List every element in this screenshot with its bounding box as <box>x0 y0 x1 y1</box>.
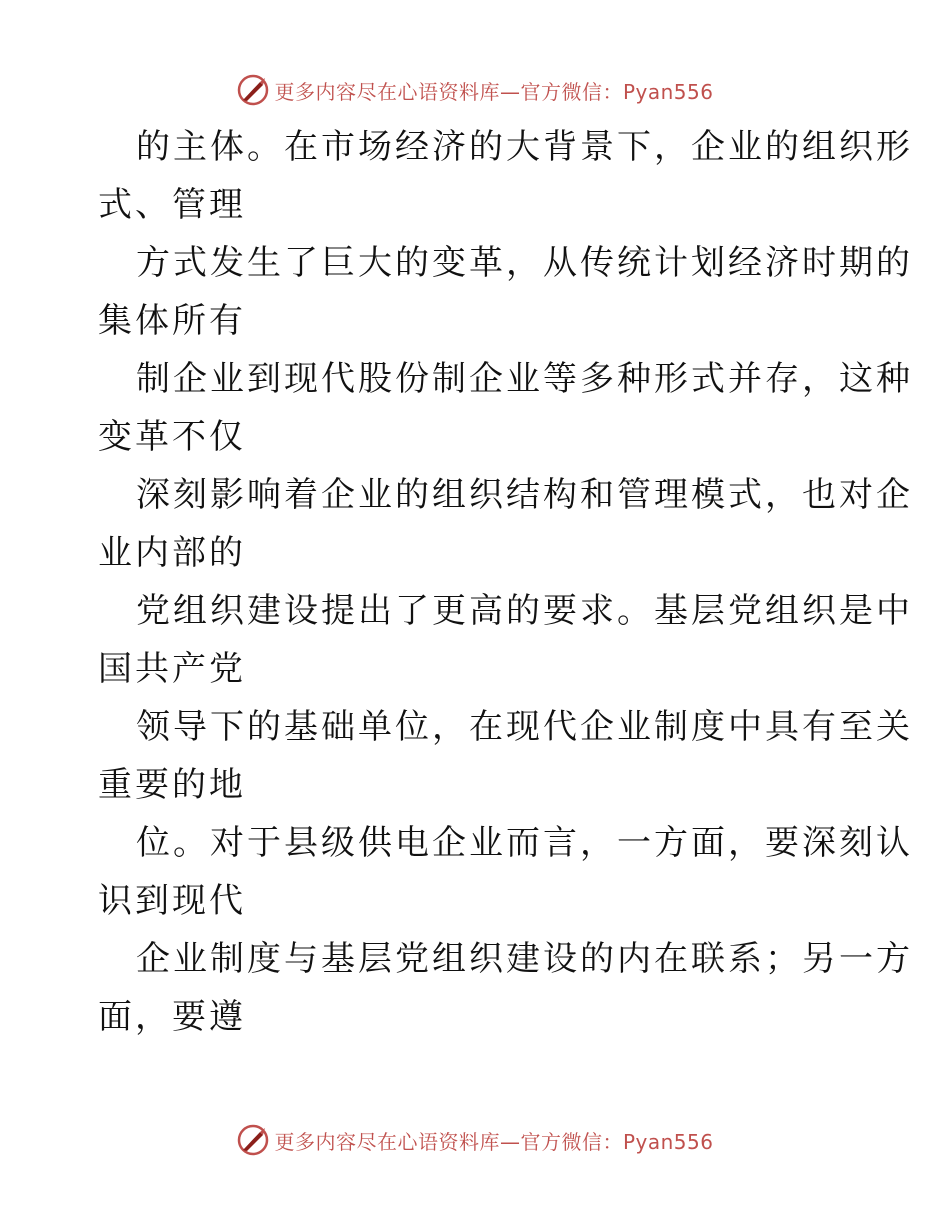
paragraph-line: 集体所有 <box>98 301 246 341</box>
header-banner-text: 更多内容尽在心语资料库—官方微信：Pyan556 <box>274 79 714 104</box>
paragraph-line: 方式发生了巨大的变革，从传统计划经济时期的 <box>136 243 913 283</box>
quill-logo-icon <box>236 73 270 107</box>
paragraph-line: 的主体。在市场经济的大背景下，企业的组织形 <box>136 127 913 167</box>
paragraph <box>98 930 913 1046</box>
paragraph-line: 制企业到现代股份制企业等多种形式并存，这种 <box>136 359 913 399</box>
quill-logo-icon <box>236 1123 270 1157</box>
paragraph-line: 深刻影响着企业的组织结构和管理模式，也对企 <box>136 475 913 515</box>
paragraph-line: 领导下的基础单位，在现代企业制度中具有至关 <box>136 707 913 747</box>
paragraph <box>98 698 913 814</box>
footer-banner-text: 更多内容尽在心语资料库—官方微信：Pyan556 <box>274 1129 714 1154</box>
paragraph <box>98 118 913 234</box>
paragraph-line: 重要的地 <box>98 765 246 805</box>
paragraph-line: 位。对于县级供电企业而言，一方面，要深刻认 <box>136 823 913 863</box>
paragraph-line: 识到现代 <box>98 881 246 921</box>
paragraph-line: 业内部的 <box>98 533 246 573</box>
paragraph-line: 企业制度与基层党组织建设的内在联系；另一方 <box>136 939 913 979</box>
paragraph-line: 面，要遵 <box>98 997 246 1037</box>
paragraph <box>98 582 913 698</box>
paragraph <box>98 350 913 466</box>
paragraph-line: 党组织建设提出了更高的要求。基层党组织是中 <box>136 591 913 631</box>
paragraph <box>98 234 913 350</box>
paragraph-line: 变革不仅 <box>98 417 246 457</box>
document-body <box>98 118 913 1046</box>
paragraph <box>98 466 913 582</box>
paragraph <box>98 814 913 930</box>
header-banner <box>0 70 950 110</box>
paragraph-line: 国共产党 <box>98 649 246 689</box>
footer-banner <box>0 1120 950 1160</box>
paragraph-line: 式、管理 <box>98 185 246 225</box>
